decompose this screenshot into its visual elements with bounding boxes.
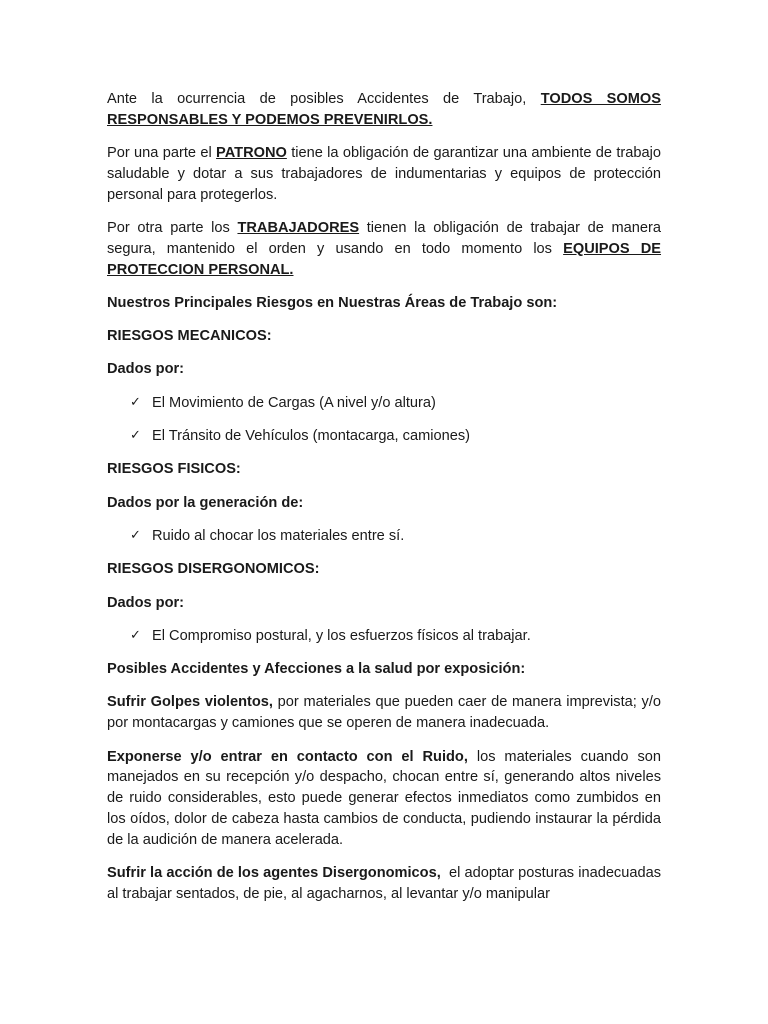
list-item-text: El Tránsito de Vehículos (montacarga, camiones) bbox=[152, 428, 470, 445]
patrono-post: tiene la obligación de garantizar una ambiente de trabajo saludable y dotar a sus trabajadores de indumentarias y equipos de protección personal para protegerlos. bbox=[107, 145, 661, 203]
fisicos-heading: RIESGOS FISICOS: bbox=[107, 461, 241, 478]
disergonomicos-subheading: Dados por: bbox=[107, 594, 185, 611]
trabajadores-emphasis: EQUIPOS DE PROTECCION PERSONAL. bbox=[107, 240, 662, 278]
disergonomicos-heading: RIESGOS DISERGONOMICOS: bbox=[107, 561, 320, 578]
list-item bbox=[107, 626, 661, 647]
mecanicos-subheading: Dados por: bbox=[107, 361, 185, 378]
agentes-paragraph bbox=[107, 863, 666, 905]
patrono-pre: Por una parte el bbox=[107, 145, 217, 162]
fisicos-subheading: Dados por la generación de: bbox=[107, 494, 304, 511]
list-item-text: El Compromiso postural, y los esfuerzos físicos al trabajar. bbox=[152, 627, 531, 644]
fisicos-list bbox=[107, 526, 661, 547]
list-item bbox=[107, 526, 661, 547]
accidentes-heading: Posibles Accidentes y Afecciones a la salud por exposición: bbox=[107, 661, 526, 678]
agentes-lead: Sufrir la acción de los agentes Disergonomicos, bbox=[107, 865, 441, 882]
check-mark-icon: ✓ bbox=[130, 394, 141, 410]
list-item bbox=[107, 393, 661, 414]
check-mark-icon: ✓ bbox=[130, 428, 141, 444]
trabajadores-paragraph bbox=[107, 218, 661, 280]
disergonomicos-list bbox=[107, 626, 661, 647]
intro-text: Ante la ocurrencia de posibles Accidentes de Trabajo, bbox=[107, 91, 541, 107]
golpes-paragraph bbox=[107, 692, 661, 734]
golpes-lead: Sufrir Golpes violentos, bbox=[107, 694, 273, 711]
check-mark-icon: ✓ bbox=[130, 627, 141, 643]
agentes-text: el adoptar posturas inadecuadas al trabajar sentados, de pie, al agacharnos, al levantar y/o manipular bbox=[107, 865, 666, 902]
trabajadores-pre: Por otra parte los bbox=[107, 219, 238, 236]
golpes-text: por materiales que pueden caer de manera imprevista; y/o por montacargas y camiones que se operen de manera inadecuada. bbox=[107, 694, 661, 732]
intro-paragraph bbox=[107, 89, 661, 131]
list-item-text: El Movimiento de Cargas (A nivel y/o altura) bbox=[152, 394, 436, 411]
trabajadores-keyword: TRABAJADORES bbox=[237, 219, 360, 236]
patrono-keyword: PATRONO bbox=[216, 145, 287, 162]
ruido-paragraph bbox=[107, 747, 661, 851]
check-mark-icon: ✓ bbox=[130, 527, 141, 543]
mecanicos-list bbox=[107, 393, 661, 447]
list-item-text: Ruido al chocar los materiales entre sí. bbox=[152, 527, 405, 544]
ruido-text: los materiales cuando son manejados en su recepción y/o despacho, chocan entre sí, generando altos niveles de ruido considerables, esto puede generar efectos inmediatos como zumbidos en los oídos, dolor de cabeza hasta cambios de conducta, pudiendo instaurar la pérdida de la audición de manera acelerada. bbox=[107, 748, 661, 848]
riesgos-heading: Nuestros Principales Riesgos en Nuestras Áreas de Trabajo son: bbox=[107, 294, 558, 311]
list-item bbox=[107, 426, 661, 447]
mecanicos-heading: RIESGOS MECANICOS: bbox=[107, 328, 272, 345]
intro-emphasis: TODOS SOMOS RESPONSABLES Y PODEMOS PREVENIRLOS. bbox=[107, 91, 661, 128]
patrono-paragraph bbox=[107, 143, 661, 205]
trabajadores-mid: tienen la obligación de trabajar de manera segura, mantenido el orden y usando en todo momento los bbox=[107, 219, 662, 257]
ruido-lead: Exponerse y/o entrar en contacto con el Ruido, bbox=[107, 748, 468, 765]
